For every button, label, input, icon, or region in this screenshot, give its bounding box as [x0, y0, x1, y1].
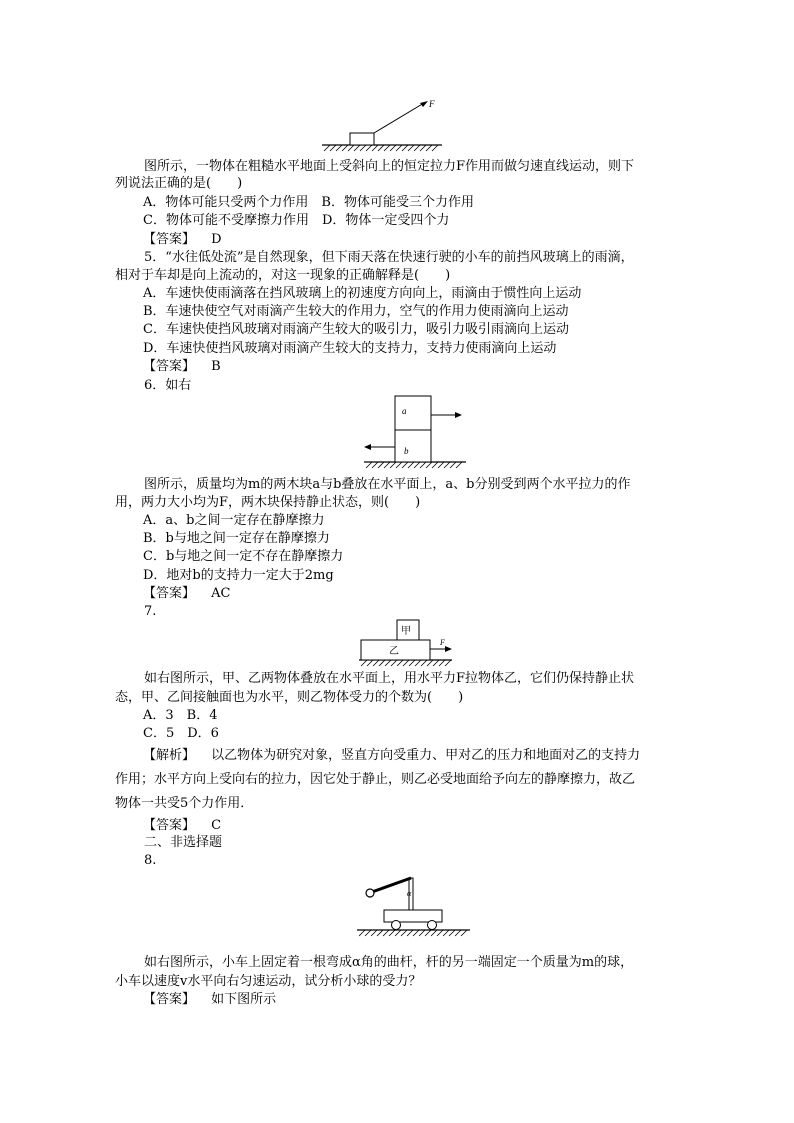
q6-fig-label-b: b — [404, 446, 409, 456]
analysis-label: 【解析】 — [143, 748, 196, 763]
q6-stem-line2: 用，两力大小均为F，两木块保持静止状态，则( ) — [115, 495, 421, 510]
answer-label: 【答案】 — [143, 232, 196, 247]
q8-intro: 8. — [144, 853, 157, 868]
q7-stem-line1: 如右图所示，甲、乙两物体叠放在水平面上，用水平力F拉物体乙，它们仍保持静止状 — [144, 671, 635, 686]
q7-intro: 7. — [144, 604, 157, 619]
answer-value: C — [211, 818, 222, 833]
q6-stem-line1: 图所示，质量均为m的两木块a与b叠放在水平面上，a、b分别受到两个水平拉力的作 — [144, 477, 631, 492]
answer-value: B — [211, 359, 221, 374]
q7-fig-label-jia: 甲 — [401, 626, 411, 637]
q7-stem-line2: 态，甲、乙间接触面也为水平，则乙物体受力的个数为( ) — [115, 690, 464, 705]
answer-label: 【答案】 — [143, 359, 196, 374]
q6-intro: 6．如右 — [144, 378, 192, 393]
q8-stem-line1: 如右图所示，小车上固定着一根弯成α角的曲杆，杆的另一端固定一个质量为m的球， — [144, 955, 634, 970]
q6-fig-label-a: a — [402, 406, 407, 416]
analysis-text: 以乙物体为研究对象，竖直方向受重力、甲对乙的压力和地面对乙的支持力 — [211, 748, 641, 763]
answer-value: 如下图所示 — [211, 992, 277, 1007]
q7-options-line1: A．3 B．4 — [143, 708, 218, 723]
q7-options-line2: C．5 D．6 — [143, 726, 219, 741]
q7-figure — [356, 618, 456, 668]
q4-options-line2: C．物体可能不受摩擦力作用 D．物体一定受四个力 — [143, 213, 450, 228]
q5-stem-line1: 5．“水往低处流”是自然现象，但下雨天落在快速行驶的小车的前挡风玻璃上的雨滴， — [144, 250, 634, 265]
q6-option-c: C．b与地之间一定不存在静摩擦力 — [143, 549, 344, 564]
answer-value: D — [211, 232, 222, 247]
answer-label: 【答案】 — [143, 992, 196, 1007]
q6-option-d: D．地对b的支持力一定大于2mg — [143, 568, 334, 583]
q6-figure — [360, 394, 472, 470]
q7-analysis-line3: 物体一共受5个力作用． — [115, 796, 254, 811]
q6-option-b: B．b与地之间一定存在静摩擦力 — [143, 531, 330, 546]
q5-option-c: C．车速快使挡风玻璃对雨滴产生较大的吸引力，吸引力吸引雨滴向上运动 — [143, 322, 569, 337]
q4-answer — [143, 231, 222, 248]
q4-stem-line1: 图所示，一物体在粗糙水平地面上受斜向上的恒定拉力F作用而做匀速直线运动，则下 — [144, 159, 635, 174]
q8-figure — [354, 868, 474, 938]
q5-option-a: A．车速快使雨滴落在挡风玻璃上的初速度方向向上，雨滴由于惯性向上运动 — [143, 286, 582, 301]
q6-answer — [143, 585, 231, 602]
q5-option-b: B．车速快使空气对雨滴产生较大的作用力，空气的作用力使雨滴向上运动 — [143, 304, 569, 319]
section-heading: 二、非选择题 — [144, 835, 223, 850]
q7-fig-label-yi: 乙 — [389, 646, 399, 657]
q7-analysis-line1 — [143, 747, 640, 764]
q4-stem-line2: 列说法正确的是( ) — [115, 176, 243, 191]
q8-fig-label-alpha: α — [407, 889, 412, 898]
answer-label: 【答案】 — [143, 586, 196, 601]
q8-stem-line2: 小车以速度v水平向右匀速运动，试分析小球的受力？ — [115, 974, 422, 989]
answer-value: AC — [211, 586, 231, 601]
q5-stem-line2: 相对于车却是向上流动的，对这一现象的正确解释是( ) — [115, 268, 451, 283]
q7-analysis-line2: 作用；水平方向上受向右的拉力，因它处于静止，则乙必受地面给予向左的静摩擦力，故乙 — [115, 772, 636, 787]
q8-answer — [143, 991, 276, 1008]
q6-option-a: A．a、b之间一定存在静摩擦力 — [143, 513, 325, 528]
q4-options-line1: A．物体可能只受两个力作用 B．物体可能受三个力作用 — [143, 195, 474, 210]
q7-answer — [143, 817, 221, 834]
q7-fig-label-f: F — [440, 638, 445, 647]
answer-label: 【答案】 — [143, 818, 196, 833]
q5-option-d: D．车速快使挡风玻璃对雨滴产生较大的支持力，支持力使雨滴向上运动 — [143, 341, 557, 356]
q4-figure — [318, 95, 448, 153]
q4-fig-label-f: F — [429, 99, 435, 109]
q5-answer — [143, 358, 221, 375]
